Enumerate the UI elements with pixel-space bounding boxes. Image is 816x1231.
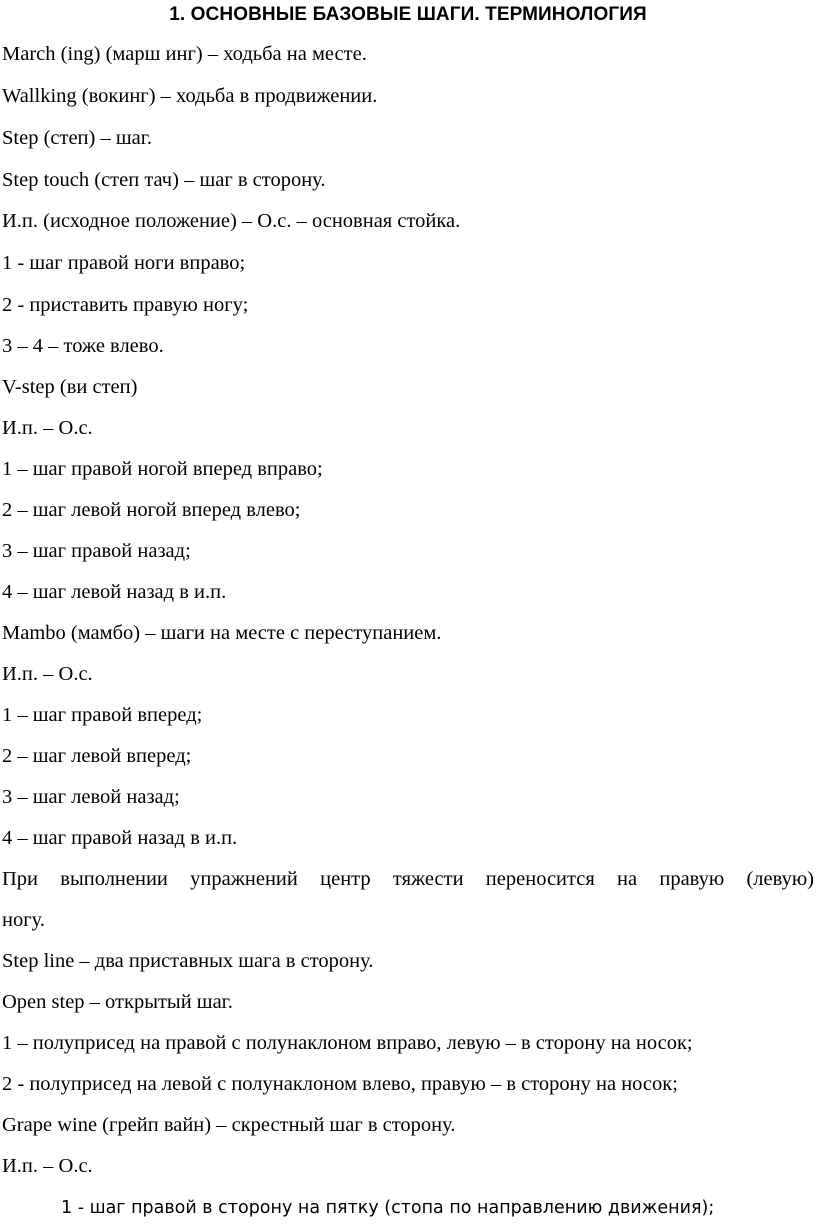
text-line: Step (степ) – шаг. <box>2 127 152 149</box>
section-heading: 1. ОСНОВНЫЕ БАЗОВЫЕ ШАГИ. ТЕРМИНОЛОГИЯ <box>169 4 647 25</box>
text-line: 2 – шаг левой ногой вперед влево; <box>2 499 301 521</box>
text-line: Grape wine (грейп вайн) – скрестный шаг в сторону. <box>2 1114 456 1136</box>
text-line: 4 – шаг правой назад в и.п. <box>2 827 238 849</box>
paragraph-line: ногу. <box>2 909 45 931</box>
text-line: 1 - шаг правой ноги вправо; <box>2 252 246 274</box>
text-line: 2 - полуприсед на левой с полунаклоном влево, правую – в сторону на носок; <box>2 1073 678 1095</box>
text-line: 1 – полуприсед на правой с полунаклоном вправо, левую – в сторону на носок; <box>2 1032 693 1054</box>
text-line: 1 – шаг правой вперед; <box>2 704 203 726</box>
text-line: И.п. (исходное положение) – О.с. – основная стойка. <box>2 210 461 232</box>
final-line: 1 - шаг правой в сторону на пятку (стопа по направлению движения); <box>61 1198 715 1218</box>
text-line: 3 – шаг левой назад; <box>2 786 180 808</box>
text-line: 3 – шаг правой назад; <box>2 540 191 562</box>
text-line: Open step – открытый шаг. <box>2 991 233 1013</box>
text-line: Step touch (степ тач) – шаг в сторону. <box>2 169 326 191</box>
text-line: V-step (ви степ) <box>2 376 138 398</box>
text-line: 2 – шаг левой вперед; <box>2 745 192 767</box>
text-line: 1 – шаг правой ногой вперед вправо; <box>2 458 323 480</box>
text-line: Step line – два приставных шага в сторону. <box>2 950 374 972</box>
text-line: 3 – 4 – тоже влево. <box>2 335 164 357</box>
text-line: И.п. – О.с. <box>2 663 93 685</box>
text-line: Mambo (мамбо) – шаги на месте с переступанием. <box>2 622 442 644</box>
text-line: И.п. – О.с. <box>2 417 93 439</box>
text-line: 4 – шаг левой назад в и.п. <box>2 581 227 603</box>
paragraph-line: При выполнении упражнений центр тяжести переносится на правую (левую) <box>2 868 814 890</box>
text-line: March (ing) (марш инг) – ходьба на месте. <box>2 43 367 65</box>
text-line: Wallking (вокинг) – ходьба в продвижении. <box>2 85 378 107</box>
text-line: 2 - приставить правую ногу; <box>2 294 249 316</box>
text-line: И.п. – О.с. <box>2 1155 93 1177</box>
